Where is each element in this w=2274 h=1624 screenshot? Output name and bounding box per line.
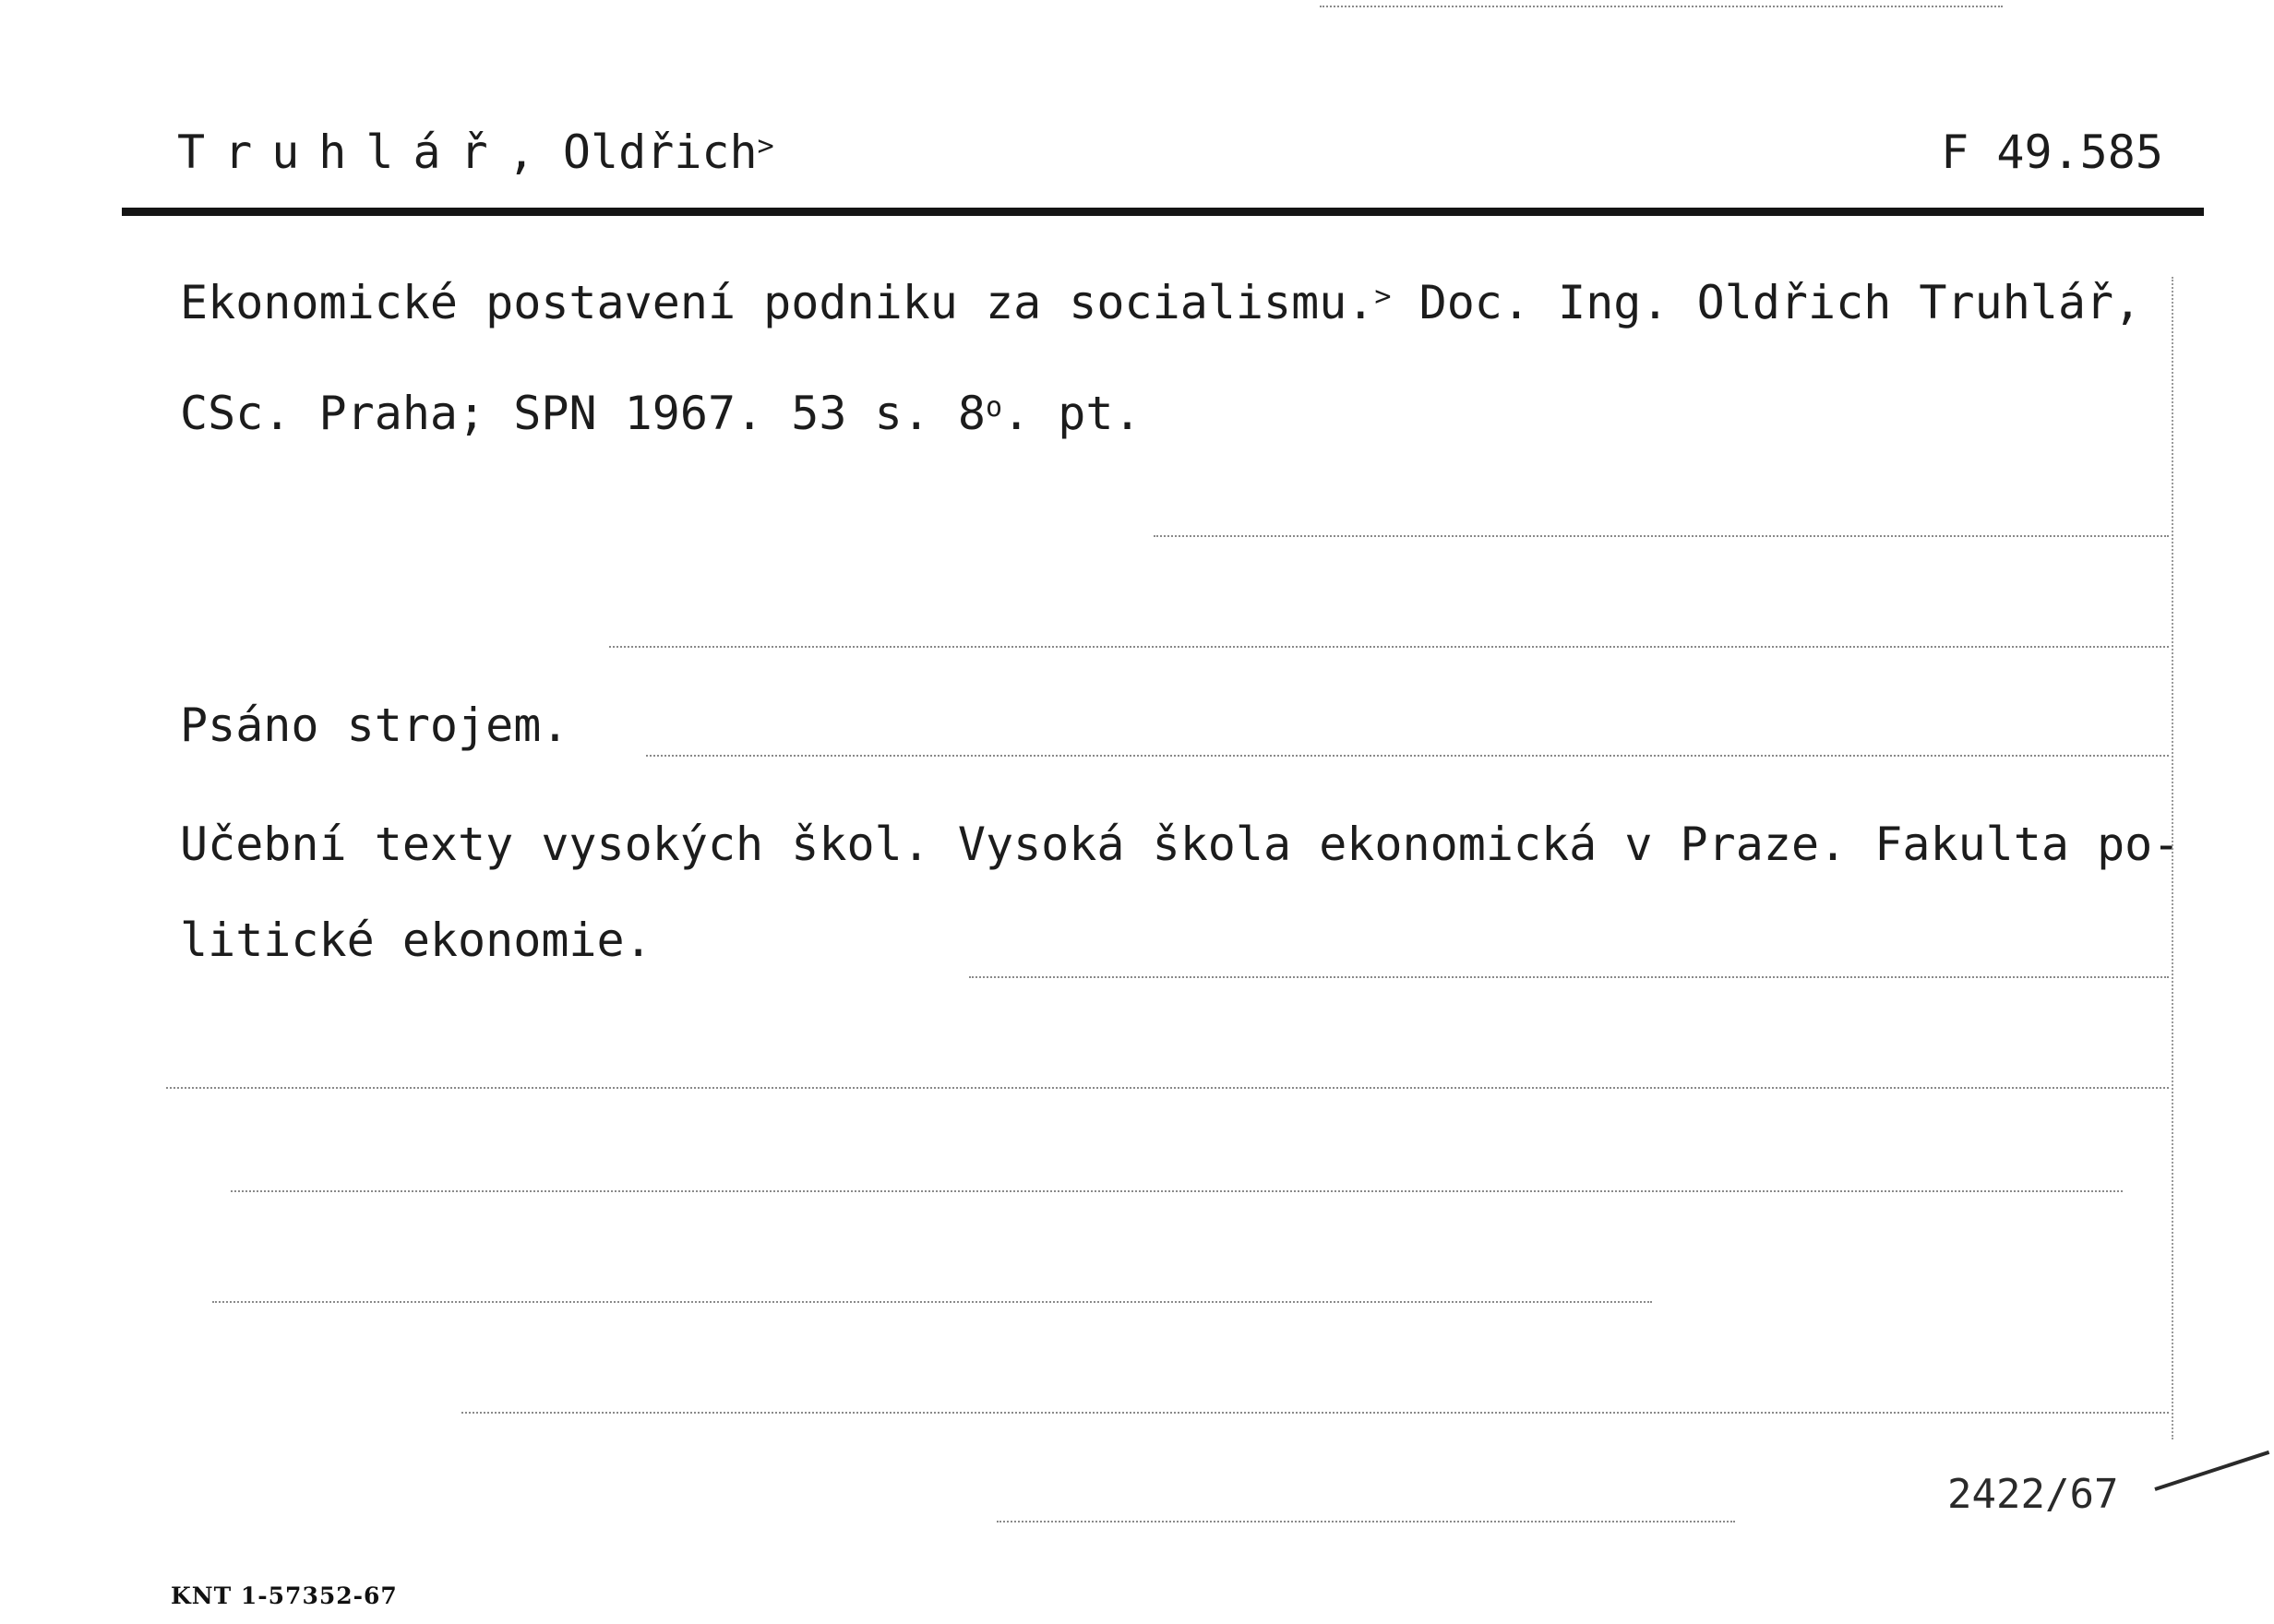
form-ruling	[231, 1190, 2123, 1192]
form-ruling	[646, 755, 2169, 757]
form-ruling	[1154, 535, 2169, 537]
responsibility-statement: Doc. Ing. Oldřich Truhlář,	[1391, 276, 2142, 329]
imprint-degree: CSc.	[180, 387, 319, 440]
form-ruling	[1320, 6, 2003, 7]
heading-rule	[122, 208, 2204, 216]
author-correction-mark: >	[757, 130, 774, 162]
accession-pen-stroke	[2154, 1451, 2269, 1491]
form-ruling	[969, 976, 2169, 978]
form-ruling	[609, 646, 2169, 648]
title-text: Ekonomické postavení podniku za socialismu.	[180, 276, 1375, 329]
author-given-name: , Oldřich	[507, 125, 758, 179]
imprint-publisher: ; SPN	[458, 387, 625, 440]
imprint-extent: . 53 s. 8	[736, 387, 987, 440]
title-correction-mark: >	[1374, 281, 1392, 313]
imprint-statement	[180, 386, 1142, 441]
author-surname: Truhlář	[177, 125, 508, 179]
form-ruling	[166, 1087, 2169, 1089]
imprint-place: Praha	[318, 387, 459, 440]
call-number: F 49.585	[1941, 125, 2163, 179]
title-statement	[180, 275, 2141, 330]
note-series-line2: litické ekonomie.	[180, 914, 652, 967]
imprint-end: . pt.	[1002, 387, 1142, 440]
form-margin-ruling	[2172, 277, 2173, 1439]
imprint-year: 1967	[624, 387, 736, 440]
note-typewritten: Psáno strojem.	[180, 699, 569, 752]
note-series-line1: Učební texty vysokých škol. Vysoká škola ekonomická v Praze. Fakulta po-	[180, 818, 2181, 871]
form-ruling	[997, 1521, 1735, 1522]
imprint-format-degree: o	[986, 391, 1003, 424]
form-ruling	[212, 1301, 1652, 1303]
printer-stamp: KNT 1-57352-67	[171, 1582, 398, 1609]
form-ruling	[461, 1412, 2169, 1414]
accession-number: 2422/67	[1947, 1471, 2119, 1518]
author-heading	[177, 125, 774, 180]
